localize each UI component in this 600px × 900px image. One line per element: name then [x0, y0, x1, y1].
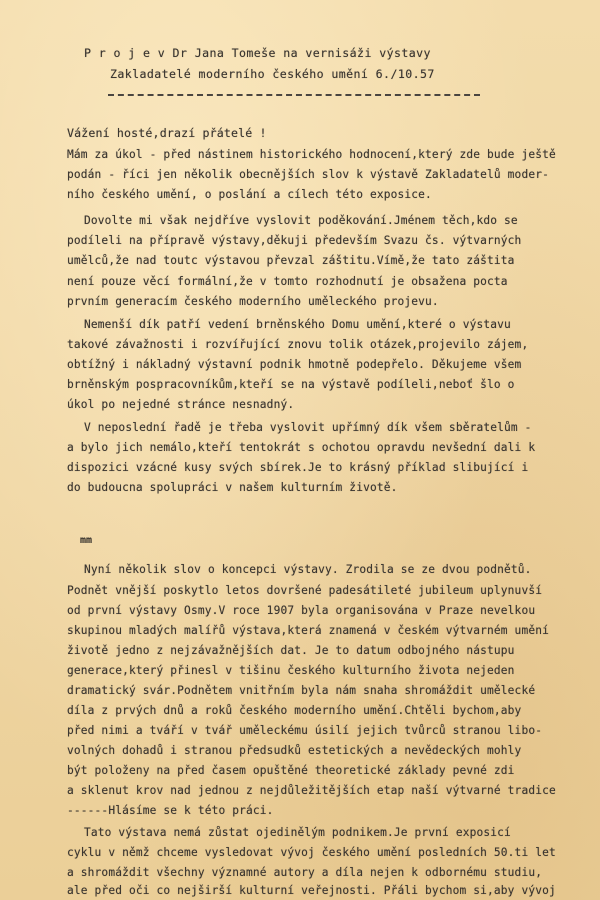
paragraph-5-line-12: a sklenut krov nad jednou z nejdůležitějších etap naší výtvarné tradice — [67, 784, 556, 797]
paragraph-5-line-2: Podnět vnější poskytlo letos dovršené padesátileté jubileum uplynuvší — [67, 584, 543, 597]
paragraph-1-line-3: ního českého umění, o poslání a cílech této exposice. — [67, 188, 432, 201]
paragraph-4-line-4: do budoucna spolupráci v našem kulturním životě. — [67, 481, 398, 494]
paragraph-4-line-3: dispozici vzácné kusy svých sbírek.Je to krásný příklad slibující i — [67, 461, 529, 474]
paragraph-5-line-7: dramatický svár.Podnětem vnitřním byla nám snaha shromáždit umělecké — [67, 684, 536, 697]
paragraph-6-line-4: ale před oči co nejširší kulturní veřejnosti. Přáli bychom si,aby vývoj — [67, 884, 556, 897]
paragraph-5-line-6: generace,který přinesl v tišinu českého kulturního života nejeden — [67, 664, 515, 677]
paragraph-6-line-1: Tato výstava nemá zůstat ojedinělým podnikem.Je první exposicí — [84, 826, 511, 839]
overstruck-margin-mark: mm — [80, 535, 93, 546]
document-title-line-1: P r o j e v Dr Jana Tomeše na vernisáži výstavy — [84, 46, 431, 60]
paragraph-1-line-1: Mám za úkol - před nástinem historického hodnocení,který zde bude ještě — [67, 148, 556, 161]
paragraph-5-line-5: životě jedno z nejzávažnějších dat. Je to datum odbojného nástupu — [67, 644, 515, 657]
paragraph-2-line-4: není pouze věcí formální,že v tomto rozhodnutí je obsažena pocta — [67, 275, 508, 288]
paragraph-4-line-2: a bylo jich nemálo,kteří tentokrát s ochotou opravdu nevšední dali k — [67, 441, 536, 454]
paragraph-5-line-11: být položeny na před časem opuštěné theoretické základy pevné zdi — [67, 764, 515, 777]
paragraph-5-line-13: ------Hlásíme se k této práci. — [67, 804, 274, 817]
document-title-line-2: Zakladatelé moderního českého umění 6./10.57 — [110, 67, 435, 81]
paragraph-2-line-1: Dovolte mi však nejdříve vyslovit poděkování.Jménem těch,kdo se — [84, 214, 518, 227]
paragraph-4-line-1: V neposlední řadě je třeba vyslovit upřímný dík všem sběratelům - — [84, 421, 532, 434]
paragraph-5-line-10: volných dohadů i stranou předsudků estetických a nevědeckých mohly — [67, 744, 522, 757]
paragraph-2-line-3: umělců,že nad toutc výstavou převzal záštitu.Vímě,že tato záštita — [67, 254, 515, 267]
paragraph-6-line-2: cyklu v němž chceme vysledovat vývoj českého umění posledních 50.ti let — [67, 846, 556, 859]
paragraph-3-line-4: brněnským pospracovníkům,kteří se na výstavě podíleli,neboť šlo o — [67, 378, 515, 391]
paragraph-1-line-2: podán - říci jen několik obecnějších slov k výstavě Zakladatelů moder- — [67, 168, 549, 181]
paragraph-5-line-8: díla z prvých dnů a roků českého moderního umění.Chtěli bychom,aby — [67, 704, 522, 717]
paragraph-5-line-4: skupinou mladých malířů výstava,která znamená v českém výtvarném umění — [67, 624, 549, 637]
paragraph-5-line-1: Nyní několik slov o koncepci výstavy. Zrodila se ze dvou podnětů. — [84, 563, 532, 576]
paragraph-3-line-5: úkol po nejedné stránce nesnadný. — [67, 398, 295, 411]
paragraph-2-line-5: prvním generacím českého moderního uměleckého projevu. — [67, 295, 439, 308]
paragraph-3-line-1: Nemenší dík patří vedení brněnského Domu umění,které o výstavu — [84, 318, 511, 331]
paragraph-3-line-2: takové závažnosti i rozvířující znovu tolik otázek,projevilo zájem, — [67, 338, 529, 351]
title-underline — [108, 94, 480, 96]
greeting: Vážení hosté,drazí přátelé ! — [67, 126, 267, 140]
paragraph-3-line-3: obtížný i nákladný výstavní podnik hmotně podepřelo. Děkujeme všem — [67, 358, 522, 371]
paragraph-6-line-3: a shromáždit všechny významné autory a díla nejen k odbornému studiu, — [67, 866, 543, 879]
paragraph-5-line-9: před nimi a tváří v tvář uměleckému úsilí jejich tvůrců stranou libo- — [67, 724, 543, 737]
paragraph-5-line-3: od první výstavy Osmy.V roce 1907 byla organisována v Praze nevelkou — [67, 604, 536, 617]
paragraph-2-line-2: podíleli na přípravě výstavy,děkuji především Svazu čs. výtvarných — [67, 234, 522, 247]
